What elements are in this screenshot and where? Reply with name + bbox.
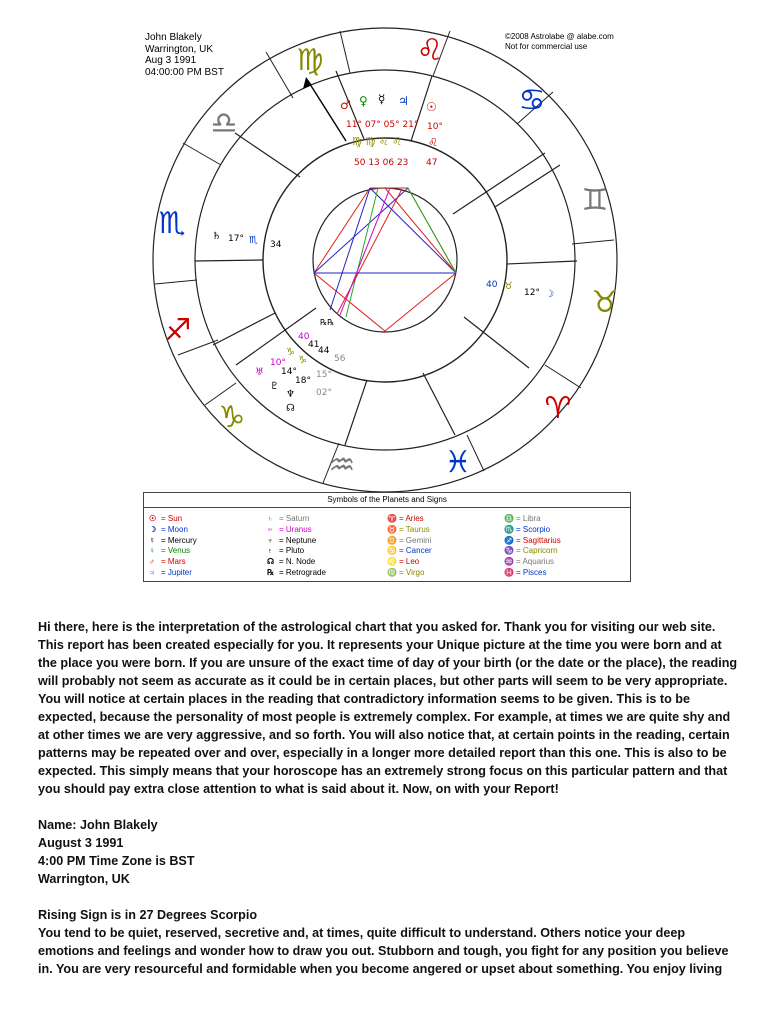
legend-symbol-icon: ♅ xyxy=(267,524,273,534)
rising-sign-text: You tend to be quiet, reserved, secretive and, at times, quite difficult to understand. Others notice your deep emotions and feelings and wonder how to draw you out. Stubborn and tough, you fight for any position you believe in. You are very resourceful and formidable when you become angered or upset about something. You enjoy living xyxy=(38,926,729,976)
legend-symbol-icon: ♎ xyxy=(504,514,514,523)
svg-text:15°: 15° xyxy=(316,370,332,380)
sun-icon: ☉ xyxy=(426,100,437,114)
legend-column-signs-2 xyxy=(504,514,561,579)
north-node-icon: ☊ xyxy=(286,403,295,414)
legend-entry xyxy=(267,546,326,557)
legend-entry xyxy=(267,536,326,547)
name-line: Name: John Blakely xyxy=(38,818,158,832)
moon-icon: ☽ xyxy=(545,289,554,300)
scorpio-icon: ♏ xyxy=(158,206,186,241)
legend-entry xyxy=(387,557,432,568)
legend-symbol-icon: ℞ xyxy=(267,567,275,577)
taurus-icon: ♉ xyxy=(591,285,619,320)
legend-entry xyxy=(504,568,561,579)
svg-text:12°: 12° xyxy=(524,288,540,298)
legend-entry xyxy=(504,525,561,536)
legend-entry xyxy=(267,568,326,579)
leo-minute: 47 xyxy=(426,158,438,168)
birth-time: 04:00:00 PM BST xyxy=(145,66,224,78)
legend-title: Symbols of the Planets and Signs xyxy=(144,493,630,508)
legend-symbol-icon: ♂ xyxy=(149,557,155,567)
saturn-icon: ♄ xyxy=(212,231,221,242)
legend-symbol-icon: ♀ xyxy=(149,546,155,556)
legend-symbol-icon: ☽ xyxy=(149,524,157,534)
legend-label: = Aquarius xyxy=(516,557,555,567)
legend-entry xyxy=(267,525,326,536)
legend-label: = Cancer xyxy=(399,546,432,556)
legend-symbol-icon: ♋ xyxy=(387,546,397,556)
upper-minutes: 50 13 06 23 xyxy=(354,158,409,168)
aspect-lines xyxy=(314,188,456,331)
venus-icon: ♀ xyxy=(359,94,368,108)
legend-column-planets-2 xyxy=(267,514,326,579)
birth-name: John Blakely xyxy=(145,32,202,43)
legend-symbol-icon: ♐ xyxy=(504,535,514,545)
legend-label: = Aries xyxy=(399,514,424,523)
time-line: 4:00 PM Time Zone is BST xyxy=(38,854,195,868)
legend-label: = Taurus xyxy=(399,524,430,534)
symbols-legend xyxy=(143,492,631,582)
legend-label: = Virgo xyxy=(399,567,425,577)
legend-label: = Pluto xyxy=(279,546,305,556)
upper-degrees: 11° 07° 05° 21° xyxy=(346,120,419,130)
legend-column-planets-1 xyxy=(149,514,197,579)
legend-entry xyxy=(504,536,561,547)
legend-label: = N. Node xyxy=(279,557,316,567)
legend-symbol-icon: ♒ xyxy=(504,557,514,567)
legend-entry xyxy=(267,557,326,568)
legend-entry xyxy=(387,536,432,547)
leo-small-icon: ♌ xyxy=(428,136,438,149)
place-line: Warrington, UK xyxy=(38,872,130,886)
svg-text:41: 41 xyxy=(308,340,320,350)
legend-entry xyxy=(149,536,197,547)
legend-label: = Scorpio xyxy=(516,524,551,534)
svg-text:18°: 18° xyxy=(295,376,311,386)
taurus-small-icon: ♉ xyxy=(504,281,513,292)
legend-column-signs-1 xyxy=(387,514,432,579)
saturn-cluster xyxy=(212,231,282,250)
legend-symbol-icon: ♌ xyxy=(387,557,397,567)
svg-text:17°: 17° xyxy=(228,234,244,244)
libra-icon: ♎ xyxy=(210,106,238,141)
aries-icon: ♈ xyxy=(544,391,572,426)
legend-entry xyxy=(387,514,432,525)
legend-entry xyxy=(387,568,432,579)
svg-text:34: 34 xyxy=(270,240,282,250)
svg-text:40: 40 xyxy=(486,280,498,290)
legend-symbol-icon: ♈ xyxy=(387,514,397,523)
scorpio-small-icon: ♏ xyxy=(249,235,258,246)
natal-chart-wheel xyxy=(140,25,630,495)
leo-icon: ♌ xyxy=(416,33,444,68)
legend-label: = Jupiter xyxy=(161,567,192,577)
aspect-circle xyxy=(313,188,457,332)
report-body xyxy=(38,618,738,978)
capricorn-small-2-icon: ♑ xyxy=(298,355,307,366)
legend-entry xyxy=(149,514,197,525)
legend-entry xyxy=(504,546,561,557)
house-ring xyxy=(263,138,507,382)
usage-notice: Not for commercial use xyxy=(505,42,588,51)
natal-chart-svg xyxy=(140,25,630,495)
legend-label: = Mars xyxy=(161,557,186,567)
neptune-icon: ♆ xyxy=(286,389,295,400)
legend-symbol-icon: ☉ xyxy=(149,514,157,523)
legend-label: = Saturn xyxy=(279,514,310,523)
legend-symbol-icon: ♉ xyxy=(387,524,397,534)
retrograde-icon: ℞℞ xyxy=(320,318,335,327)
legend-label: = Sagittarius xyxy=(516,535,561,545)
legend-symbol-icon: ♃ xyxy=(149,567,155,577)
date-line: August 3 1991 xyxy=(38,836,124,850)
birth-date: Aug 3 1991 xyxy=(145,55,197,66)
pluto-icon: ♇ xyxy=(270,381,279,392)
legend-label: = Moon xyxy=(161,524,188,534)
legend-symbol-icon: ♇ xyxy=(267,546,273,556)
legend-entry xyxy=(149,557,197,568)
legend-label: = Leo xyxy=(399,557,420,567)
legend-symbol-icon: ♑ xyxy=(504,546,514,556)
lower-planets xyxy=(255,318,346,414)
legend-symbol-icon: ♓ xyxy=(504,567,514,577)
legend-label: = Mercury xyxy=(161,535,197,545)
legend-symbol-icon: ♍ xyxy=(387,567,397,577)
intro-paragraph: Hi there, here is the interpretation of the astrological chart that you asked for. Thank you for visiting our web site. This report has been created especially for you. It represents your Unique picture at the time you were born and at the place you were born. If you are unsure of the exact time of day of your birth (or the date or the place), the reading will probably not seem as accurate as it could be in certain places, but other parts will seem to be very appropriate. You will notice at certain places in the reading that contradictory information seems to be given. This is to be expected, because the personality of most people is extremely complex. For example, at times we are quite shy and at other times we are very aggressive, and so forth. You will also notice that, at certain points in the reading, certain patterns may be repeated over and over, especially in a longer more detailed report than this one. This is also to be expected. This simply means that your horoscope has an extremely strong focus on this particular pattern and that you should pay extra close attention to what is said about it. Now, on with your Report! xyxy=(38,620,738,796)
svg-text:10°: 10° xyxy=(270,358,286,368)
legend-label: = Neptune xyxy=(279,535,317,545)
uranus-icon: ♅ xyxy=(255,367,264,378)
legend-label: = Capricorn xyxy=(516,546,558,556)
legend-entry xyxy=(149,525,197,536)
gemini-icon: ♊ xyxy=(581,183,609,218)
pisces-icon: ♓ xyxy=(444,445,472,480)
legend-label: = Retrograde xyxy=(279,567,326,577)
legend-symbol-icon: ☿ xyxy=(149,535,155,545)
mars-icon: ♂ xyxy=(340,98,351,112)
svg-text:56: 56 xyxy=(334,354,346,364)
legend-entry xyxy=(149,568,197,579)
legend-label: = Pisces xyxy=(516,567,547,577)
legend-symbol-icon: ☊ xyxy=(267,557,275,567)
zodiac-glyphs xyxy=(159,33,619,483)
virgo-icon: ♍ xyxy=(296,43,324,78)
copyright-text: ©2008 Astrolabe @ alabe.com xyxy=(505,32,614,41)
svg-text:44: 44 xyxy=(318,346,330,356)
legend-entry xyxy=(149,546,197,557)
legend-label: = Uranus xyxy=(279,524,312,534)
legend-entry xyxy=(504,514,561,525)
legend-symbol-icon: ♏ xyxy=(504,524,514,534)
birth-place: Warrington, UK xyxy=(145,43,213,55)
cancer-icon: ♋ xyxy=(518,83,546,118)
svg-text:14°: 14° xyxy=(281,367,297,377)
capricorn-small-icon: ♑ xyxy=(286,347,295,358)
rising-sign-heading: Rising Sign is in 27 Degrees Scorpio xyxy=(38,908,258,922)
sagittarius-icon: ♐ xyxy=(164,313,192,348)
aquarius-icon: ♒ xyxy=(328,448,356,483)
jupiter-icon: ♃ xyxy=(398,94,409,108)
legend-label: = Gemini xyxy=(399,535,432,545)
moon-cluster xyxy=(486,280,554,300)
legend-label: = Sun xyxy=(161,514,183,523)
legend-entry xyxy=(387,525,432,536)
mercury-icon: ☿ xyxy=(378,92,386,106)
legend-symbol-icon: ♊ xyxy=(387,535,397,545)
legend-symbol-icon: ♄ xyxy=(267,514,273,523)
virgo-small-icon: ♍ ♍ ♌ ♌ xyxy=(352,135,402,148)
legend-entry xyxy=(504,557,561,568)
upper-planets xyxy=(340,92,443,168)
legend-entry xyxy=(267,514,326,525)
leo-degree: 10° xyxy=(427,122,443,132)
legend-entry xyxy=(387,546,432,557)
svg-text:02°: 02° xyxy=(316,388,332,398)
legend-symbol-icon: ♆ xyxy=(267,535,273,545)
capricorn-icon: ♑ xyxy=(218,400,246,435)
svg-text:40: 40 xyxy=(298,332,310,342)
legend-label: = Libra xyxy=(516,514,541,523)
legend-label: = Venus xyxy=(161,546,191,556)
